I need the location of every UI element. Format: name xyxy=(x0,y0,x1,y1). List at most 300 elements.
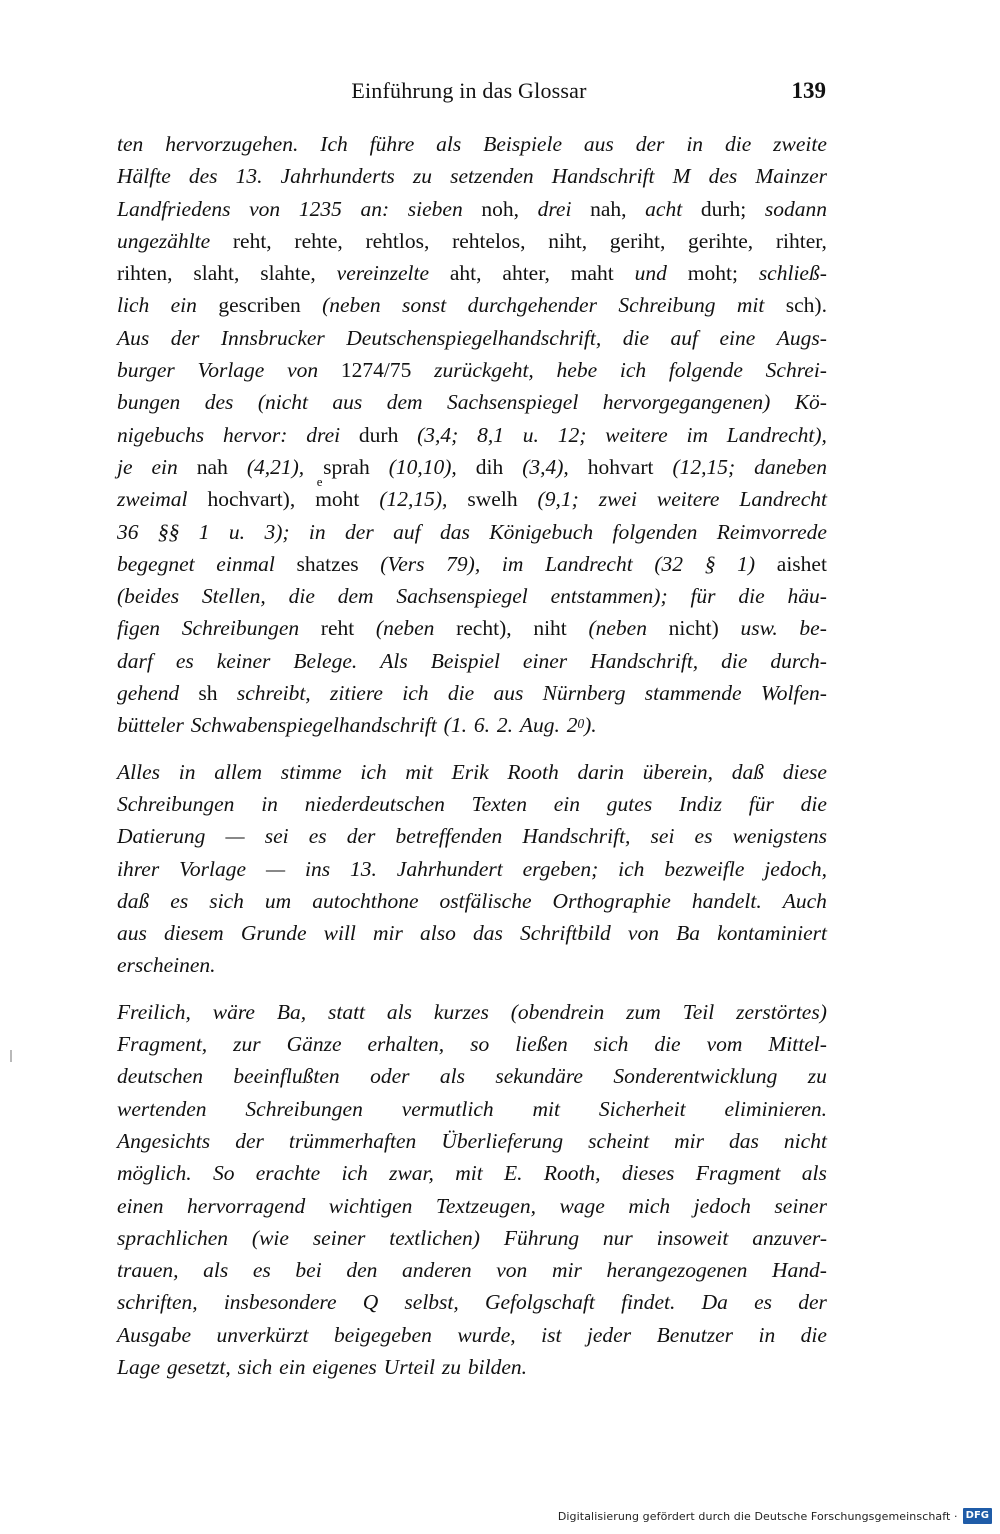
word: diese xyxy=(782,759,827,784)
word: der xyxy=(345,519,374,544)
word: Indiz xyxy=(678,791,722,816)
word: acht xyxy=(645,196,683,221)
word: erachte xyxy=(255,1161,321,1186)
word: sonst xyxy=(401,293,447,318)
word: aishet xyxy=(776,551,827,576)
word: will xyxy=(323,921,356,946)
word: stimme xyxy=(280,759,342,784)
text-line xyxy=(117,820,827,852)
word: Jahrhundert xyxy=(396,856,503,881)
word: Sonderentwicklung xyxy=(613,1064,778,1089)
word: daß xyxy=(117,888,150,913)
word: gutes xyxy=(606,791,653,816)
word: eliminieren. xyxy=(724,1096,827,1121)
word: (1. xyxy=(443,713,467,738)
word: 3); xyxy=(264,519,290,544)
word: mir xyxy=(373,921,403,946)
word: Benutzer xyxy=(656,1322,733,1347)
word: hochvart), xyxy=(207,487,296,512)
word: darin xyxy=(577,759,625,784)
word: wenigstens xyxy=(732,824,827,849)
word: je xyxy=(117,454,133,479)
text-line xyxy=(117,612,827,644)
word: Ba, xyxy=(276,999,307,1024)
word: eine xyxy=(719,325,756,350)
word: be- xyxy=(799,616,827,641)
word: folgenden xyxy=(612,519,698,544)
word: (12,15), xyxy=(379,487,448,512)
word: (neben xyxy=(322,293,381,318)
word: ins xyxy=(304,856,331,881)
word: moht; xyxy=(687,261,738,286)
word: in xyxy=(686,132,704,156)
word: ließen xyxy=(515,1032,568,1057)
word: (wie xyxy=(251,1225,289,1250)
word: Als xyxy=(380,648,408,673)
text-line xyxy=(117,1286,827,1318)
word: Belege. xyxy=(293,648,358,673)
word: Königebuch xyxy=(489,519,594,544)
word: — xyxy=(225,824,245,849)
word: durh xyxy=(358,422,399,447)
word: ein xyxy=(279,1354,306,1379)
word: es xyxy=(754,1290,773,1315)
word: rehtelos, xyxy=(452,228,526,253)
word: es xyxy=(170,888,189,913)
word: sch). xyxy=(785,293,827,318)
text-line xyxy=(117,885,827,917)
word: deutschen xyxy=(117,1064,203,1089)
word: rihter, xyxy=(775,228,827,253)
word: kontaminiert xyxy=(717,921,827,946)
word: zu xyxy=(441,1354,462,1379)
word: $2^0$). xyxy=(566,713,597,738)
credit-text: Digitalisierung gefördert durch die Deutsche Forschungsgemeinschaft · xyxy=(557,1509,958,1523)
word: Landrecht xyxy=(739,487,827,512)
text-line xyxy=(117,1060,827,1092)
word: des xyxy=(708,164,738,189)
word: einen xyxy=(117,1193,164,1218)
word: Freilich, xyxy=(117,999,191,1024)
word: einmal xyxy=(216,551,275,576)
word: aus xyxy=(117,921,147,946)
word: zwei xyxy=(598,487,637,512)
word: autochthone xyxy=(312,888,419,913)
paragraph xyxy=(117,996,827,1384)
word: mir xyxy=(674,1128,704,1153)
word: das xyxy=(439,519,470,544)
word: folgende xyxy=(668,358,743,383)
word: sh xyxy=(198,681,218,706)
word: setzenden xyxy=(450,164,534,189)
word: ich xyxy=(618,856,645,881)
word: insoweit xyxy=(656,1225,729,1250)
text-line xyxy=(117,354,827,386)
word: §§ xyxy=(157,519,180,544)
word: 1235 xyxy=(298,196,342,221)
word: aht, xyxy=(449,261,482,286)
word: Stellen, xyxy=(201,584,266,609)
word: Führung xyxy=(503,1225,580,1250)
word: swelh xyxy=(467,487,518,512)
text-line xyxy=(117,1028,827,1060)
word: textlichen) xyxy=(389,1225,480,1250)
word: noh, xyxy=(481,196,519,221)
word: niht, xyxy=(548,228,588,253)
word: Fragment, xyxy=(117,1032,208,1057)
text-line xyxy=(117,756,827,788)
word: Handschrift, xyxy=(522,824,631,849)
word: zerstörtes) xyxy=(736,999,827,1024)
text-line xyxy=(117,451,827,483)
word: nicht xyxy=(783,1128,827,1153)
word: (32 xyxy=(654,551,684,576)
word: nur xyxy=(602,1225,633,1250)
word: e moht xyxy=(315,483,359,515)
word: Schwabenspiegelhandschrift xyxy=(190,713,437,738)
word: Lage xyxy=(117,1354,160,1379)
word: Schreibungen xyxy=(181,616,300,641)
word: u. xyxy=(522,422,539,447)
word: ostfälische xyxy=(439,888,532,913)
word: rihten, xyxy=(117,261,173,286)
word: sei xyxy=(650,824,675,849)
word: so xyxy=(470,1032,490,1057)
word: dih xyxy=(475,454,504,479)
word: M xyxy=(672,164,691,189)
word: als xyxy=(436,132,462,156)
word: Innsbrucker xyxy=(220,325,325,350)
text-line xyxy=(117,1093,827,1125)
word: Kö- xyxy=(794,390,827,415)
word: (3,4), xyxy=(522,454,569,479)
word: shatzes xyxy=(296,551,359,576)
word: (3,4; xyxy=(417,422,459,447)
word: zwar, xyxy=(389,1161,434,1186)
word: dem xyxy=(337,584,374,609)
word: drei xyxy=(306,422,341,447)
word: nah, xyxy=(590,196,627,221)
word: die xyxy=(721,648,748,673)
text-line xyxy=(117,548,827,580)
word: ein xyxy=(553,791,581,816)
word: die xyxy=(654,1032,681,1057)
word: hebe xyxy=(556,358,598,383)
word: hervor: xyxy=(222,422,288,447)
word: das xyxy=(729,1128,759,1153)
word: ich xyxy=(402,681,429,706)
text-line xyxy=(117,853,827,885)
word: ich xyxy=(619,358,647,383)
word: stammende xyxy=(644,681,742,706)
word: (10,10), xyxy=(388,454,457,479)
word: die xyxy=(724,132,752,156)
word: Rooth, xyxy=(543,1161,601,1186)
word: es xyxy=(252,1258,271,1283)
word: Ba xyxy=(676,921,700,946)
word: burger xyxy=(117,358,175,383)
running-title: Einführung in das Glossar xyxy=(351,78,587,103)
word: seiner xyxy=(774,1193,827,1218)
word: es xyxy=(694,824,713,849)
word: zum xyxy=(626,999,661,1024)
word: herangezogenen xyxy=(606,1258,748,1283)
word: vom xyxy=(706,1032,743,1057)
word: Beispiele xyxy=(483,132,562,156)
word: slaht, xyxy=(193,261,240,286)
word: (obendrein xyxy=(510,999,605,1024)
word: niederdeutschen xyxy=(304,791,445,816)
word: auf xyxy=(670,325,698,350)
word: recht), xyxy=(456,616,512,641)
word: zweimal xyxy=(117,487,188,512)
word: nigebuchs xyxy=(117,422,205,447)
word: Gefolgschaft xyxy=(484,1290,595,1315)
word: zurückgeht, xyxy=(434,358,534,383)
word: jedoch, xyxy=(764,856,827,881)
word: Fragment xyxy=(695,1161,781,1186)
word: (9,1; xyxy=(537,487,579,512)
word: schriften, xyxy=(117,1290,198,1315)
word: mit xyxy=(405,759,433,784)
word: Sachsenspiegel xyxy=(446,390,579,415)
word: anzuver- xyxy=(752,1225,827,1250)
text-line xyxy=(117,483,827,515)
word: zitiere xyxy=(330,681,383,706)
word: slahte, xyxy=(260,261,316,286)
word: die xyxy=(800,1322,827,1347)
word: Beispiel xyxy=(430,648,500,673)
text-line xyxy=(117,917,827,949)
word: (nicht xyxy=(257,390,308,415)
word: ihrer xyxy=(117,856,160,881)
word: weitere xyxy=(605,422,668,447)
word: ergeben; xyxy=(522,856,599,881)
text-line xyxy=(117,516,827,548)
word: hervorzugehen. xyxy=(165,132,299,156)
word: von xyxy=(627,921,659,946)
word: Sicherheit xyxy=(598,1096,686,1121)
word: aus xyxy=(332,390,363,415)
word: hervorgegangenen) xyxy=(602,390,771,415)
word: Rooth xyxy=(507,759,559,784)
word: (12,15; xyxy=(672,454,736,479)
word: niht xyxy=(533,616,567,641)
word: (4,21), xyxy=(246,454,305,479)
word: Grunde xyxy=(240,921,307,946)
word: § xyxy=(704,551,716,576)
word: wurde, xyxy=(457,1322,516,1347)
word: — xyxy=(265,856,286,881)
text-line xyxy=(117,677,827,709)
word: der xyxy=(798,1290,827,1315)
word: sieben xyxy=(407,196,463,221)
word: eigenes xyxy=(312,1354,377,1379)
word: figen xyxy=(117,616,160,641)
paragraph xyxy=(117,756,827,982)
word: des xyxy=(204,390,234,415)
word: jeder xyxy=(586,1322,632,1347)
word: bilden. xyxy=(467,1354,528,1379)
word: Ich xyxy=(320,132,348,156)
word: Vorlage xyxy=(197,358,265,383)
word: Angesichts xyxy=(117,1128,211,1153)
word: durch- xyxy=(770,648,827,673)
text-line xyxy=(117,949,827,981)
word: sei xyxy=(264,824,289,849)
word: daß xyxy=(731,759,765,784)
word: Textzeugen, xyxy=(435,1193,536,1218)
word: Schreibungen xyxy=(117,791,235,816)
word: 13. xyxy=(235,164,263,189)
word: beigegeben xyxy=(333,1322,432,1347)
text-line xyxy=(117,1125,827,1157)
word: gehend xyxy=(117,681,180,706)
word: handelt. xyxy=(691,888,762,913)
word: Gänze xyxy=(286,1032,342,1057)
word: trümmerhaften xyxy=(288,1128,417,1153)
word: Texten xyxy=(471,791,527,816)
word: Augs- xyxy=(776,325,827,350)
word: gerihte, xyxy=(688,228,754,253)
margin-mark xyxy=(10,1050,12,1062)
word: 13. xyxy=(350,856,377,881)
word: also xyxy=(420,921,456,946)
word: möglich. xyxy=(117,1161,192,1186)
word: von xyxy=(496,1258,528,1283)
word: bezweifle xyxy=(664,856,745,881)
word: in xyxy=(308,519,326,544)
word: selbst, xyxy=(404,1290,459,1315)
word: sprah xyxy=(323,454,370,479)
word: ich xyxy=(341,1161,368,1186)
word: insbesondere xyxy=(223,1290,337,1315)
word: wage xyxy=(559,1193,605,1218)
paragraph xyxy=(117,128,827,742)
word: Ausgabe xyxy=(117,1322,192,1347)
word: aus xyxy=(493,681,524,706)
word: daneben xyxy=(754,454,827,479)
word: erscheinen. xyxy=(117,953,216,978)
word: in xyxy=(758,1322,776,1347)
word: findet. xyxy=(621,1290,676,1315)
word: um xyxy=(264,888,292,913)
word: im xyxy=(501,551,524,576)
word: Landfriedens xyxy=(117,196,231,221)
word: 1 xyxy=(198,519,210,544)
dfg-logo: DFG xyxy=(963,1508,992,1524)
word: im xyxy=(686,422,708,447)
word: der xyxy=(346,824,376,849)
word: zu xyxy=(412,164,433,189)
word: 6. xyxy=(473,713,490,738)
word: Orthographie xyxy=(552,888,671,913)
word: (neben xyxy=(588,616,647,641)
word: sekundäre xyxy=(495,1064,583,1089)
word: mir xyxy=(551,1258,582,1283)
word: es xyxy=(175,648,194,673)
word: 8,1 xyxy=(477,422,504,447)
text-line xyxy=(117,996,827,1028)
word: führe xyxy=(369,132,415,156)
word: anderen xyxy=(401,1258,472,1283)
word: schließ- xyxy=(758,261,827,286)
text-line xyxy=(117,1157,827,1189)
word: Mainzer xyxy=(755,164,827,189)
word: vermutlich xyxy=(401,1096,494,1121)
text-line xyxy=(117,257,827,289)
word: drei xyxy=(537,196,572,221)
word: mit xyxy=(736,293,765,318)
word: rehte, xyxy=(294,228,343,253)
word: ich xyxy=(360,759,387,784)
word: zur xyxy=(233,1032,261,1057)
word: ein xyxy=(151,454,178,479)
word: Alles xyxy=(117,759,160,784)
word: Überlieferung xyxy=(441,1128,564,1153)
word: Sachsenspiegel xyxy=(396,584,528,609)
word: Jahrhunderts xyxy=(280,164,395,189)
word: statt xyxy=(327,999,366,1024)
word: keiner xyxy=(216,648,271,673)
word: die xyxy=(288,584,315,609)
word: einer xyxy=(522,648,568,673)
text-line xyxy=(117,1351,827,1383)
text-line xyxy=(117,1190,827,1222)
word: mit xyxy=(455,1161,483,1186)
word: das xyxy=(473,921,503,946)
word: Schreibung xyxy=(618,293,716,318)
word: dem xyxy=(386,390,423,415)
word: sich xyxy=(237,1354,273,1379)
word: 12; xyxy=(557,422,587,447)
word: in xyxy=(261,791,278,816)
word: Nürnberg xyxy=(542,681,626,706)
word: 1) xyxy=(737,551,756,576)
word: Mittel- xyxy=(768,1032,827,1057)
word: wertenden xyxy=(117,1096,207,1121)
word: häu- xyxy=(787,584,827,609)
text-line xyxy=(117,1319,827,1351)
word: bütteler xyxy=(117,713,184,738)
word: vereinzelte xyxy=(336,261,429,286)
text-line xyxy=(117,289,827,321)
word: für xyxy=(748,791,774,816)
word: an: xyxy=(360,196,390,221)
word: Vorlage xyxy=(179,856,247,881)
word: mich xyxy=(628,1193,671,1218)
word: Auch xyxy=(782,888,827,913)
text-line xyxy=(117,788,827,820)
word: (beides xyxy=(117,584,180,609)
word: der xyxy=(235,1128,264,1153)
word: als xyxy=(386,999,413,1024)
word: den xyxy=(346,1258,378,1283)
word: Schriftbild xyxy=(520,921,611,946)
word: Handschrift, xyxy=(590,648,699,673)
word: hohvart xyxy=(587,454,654,479)
word: Landrecht xyxy=(545,551,633,576)
text-line xyxy=(117,580,827,612)
word: in xyxy=(178,759,196,784)
word: reht, xyxy=(232,228,272,253)
word: als xyxy=(203,1258,229,1283)
word: 1274/75 xyxy=(340,358,412,383)
word: ten xyxy=(117,132,144,156)
word: (Vers xyxy=(380,551,425,576)
word: darf xyxy=(117,648,153,673)
word: als xyxy=(439,1064,465,1089)
